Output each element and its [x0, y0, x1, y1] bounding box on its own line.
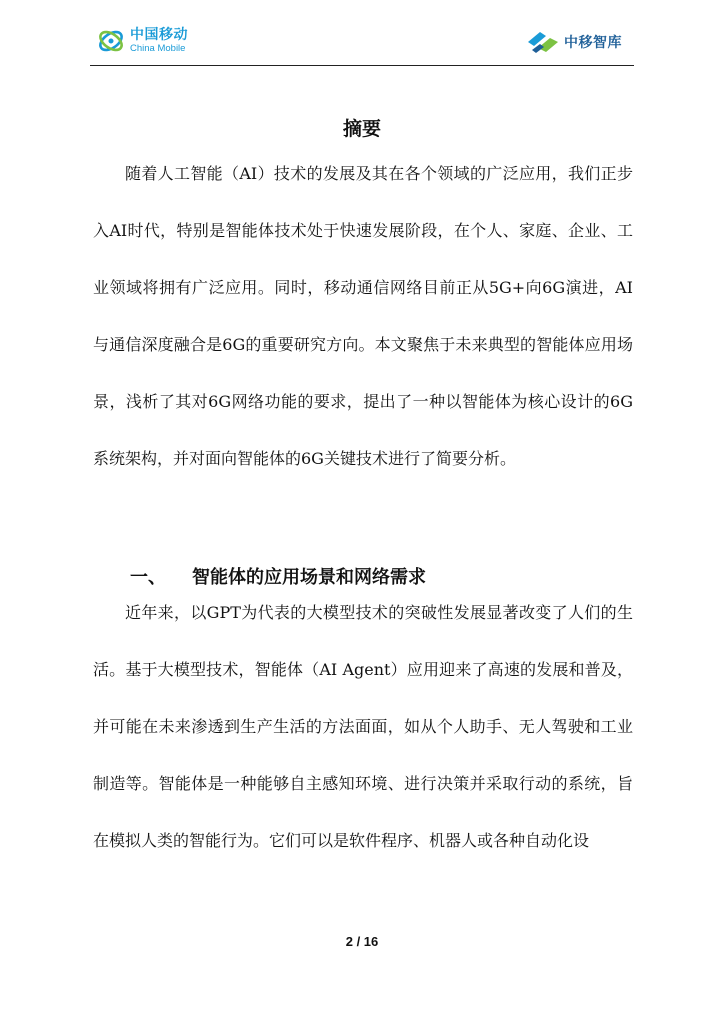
abstract-body	[93, 145, 633, 487]
abstract-paragraph: 随着人工智能（AI）技术的发展及其在各个领域的广泛应用，我们正步入AI时代，特别是智能体技术处于快速发展阶段，在个人、家庭、企业、工业领域将拥有广泛应用。同时，移动通信网络目前正从5G+向6G演进，AI与通信深度融合是6G的重要研究方向。本文聚焦于未来典型的智能体应用场景，浅析了其对6G网络功能的要求，提出了一种以智能体为核心设计的6G系统架构，并对面向智能体的6G关键技术进行了简要分析。	[93, 164, 633, 468]
section-paragraph: 近年来，以GPT为代表的大模型技术的突破性发展显著改变了人们的生活。基于大模型技术，智能体（AI Agent）应用迎来了高速的发展和普及，并可能在未来渗透到生产生活的方法面面，如从个人助手、无人驾驶和工业制造等。智能体是一种能够自主感知环境、进行决策并采取行动的系统，旨在模拟人类的智能行为。它们可以是软件程序、机器人或各种自动化设	[93, 603, 633, 850]
china-mobile-en: China Mobile	[130, 43, 186, 55]
china-mobile-logo-icon	[96, 26, 126, 56]
section-number: 一、	[130, 567, 166, 588]
china-mobile-cn: 中国移动	[130, 27, 188, 44]
section-title: 智能体的应用场景和网络需求	[192, 567, 426, 588]
page-number: 2 / 16	[345, 934, 379, 949]
china-mobile-logo	[96, 26, 188, 56]
think-tank-logo	[526, 28, 622, 56]
think-tank-name: 中移智库	[564, 35, 622, 51]
abstract-title: 摘要	[342, 118, 381, 140]
section-body	[93, 584, 633, 869]
page-header	[90, 18, 634, 66]
zhongyi-think-tank-logo-icon	[526, 28, 560, 56]
